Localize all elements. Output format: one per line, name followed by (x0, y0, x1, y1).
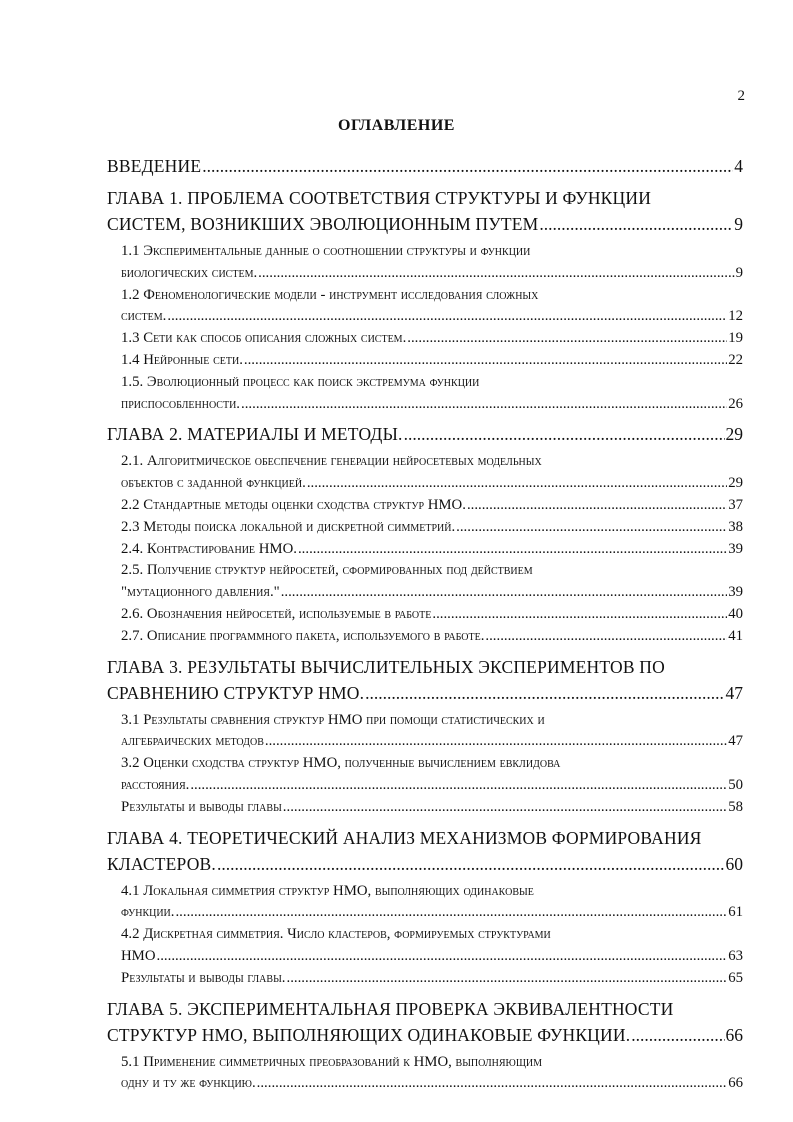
toc-entry-label: ГЛАВА 2. МАТЕРИАЛЫ И МЕТОДЫ. (107, 424, 403, 445)
toc-entry-label-line1: 4.1 Локальная симметрия структур НМО, выполняющих одинаковые (121, 882, 534, 899)
dot-leader (287, 968, 728, 990)
dot-leader (202, 153, 733, 179)
toc-page-number: 50 (728, 776, 743, 793)
toc-page-number: 29 (728, 475, 743, 492)
toc-entry-label-line2: приспособленности. (121, 395, 241, 412)
toc-entry-label-line2: одну и ту же функцию. (121, 1075, 256, 1092)
toc-entry-label: Результаты и выводы главы (121, 798, 282, 815)
toc-page-number: 39 (728, 540, 743, 557)
toc-entry-label: Результаты и выводы главы. (121, 969, 286, 986)
toc-entry-label-line1: 2.5. Получение структур нейросетей, сформированных под действием (121, 562, 533, 579)
dot-leader (307, 473, 727, 495)
toc-page-number: 60 (725, 853, 743, 874)
toc-page-number: 19 (728, 330, 743, 347)
dot-leader (485, 626, 727, 648)
toc-page-number: 9 (735, 264, 743, 281)
toc-entry-label-line2: объектов с заданной функцией. (121, 475, 306, 492)
dot-leader (432, 604, 727, 626)
toc-entry-section-4-1 (107, 881, 743, 925)
toc-page-number: 66 (725, 1024, 743, 1045)
dot-leader (281, 582, 728, 604)
dot-leader (167, 306, 727, 328)
toc-page-number: 66 (728, 1075, 743, 1092)
toc-entry-label-line1: 5.1 Применение симметричных преобразований к НМО, выполняющим (121, 1053, 543, 1070)
toc-entry-introduction (107, 153, 743, 179)
dot-leader (258, 263, 734, 285)
toc-entry-chapter-4 (107, 825, 743, 877)
toc-entry-chapter-5 (107, 996, 743, 1048)
toc-entry-section-2-5 (107, 560, 743, 604)
dot-leader (217, 851, 725, 877)
toc-entry-label-line1: 4.2 Дискретная симметрия. Число кластеров, формируемых структурами (121, 926, 551, 943)
toc-entry-chapter-2 (107, 421, 743, 447)
toc-entry-label: 2.2 Стандартные методы оценки сходства структур НМО. (121, 496, 466, 513)
toc-page-number: 40 (728, 605, 743, 622)
toc-entry-section-3-2 (107, 753, 743, 797)
dot-leader (265, 731, 727, 753)
toc-entry-chapter-3 (107, 654, 743, 706)
toc-entry-section-1-2 (107, 285, 743, 329)
toc-page-number: 47 (725, 682, 743, 703)
toc-page-number: 61 (728, 904, 743, 921)
toc-entry-label-line2: расстояния. (121, 776, 190, 793)
toc-entry-section-2-3 (107, 517, 743, 539)
toc-page-number: 65 (728, 969, 743, 986)
toc-entry-label: ВВЕДЕНИЕ (107, 156, 202, 176)
toc-page-number: 38 (728, 518, 743, 535)
toc-entry-label-line2: СРАВНЕНИЮ СТРУКТУР НМО. (107, 682, 365, 703)
toc-entry-label-line1: 3.2 Оценки сходства структур НМО, полученные вычислением евклидова (121, 755, 561, 772)
dot-leader (283, 797, 727, 819)
toc-entry-label-line1: ГЛАВА 3. РЕЗУЛЬТАТЫ ВЫЧИСЛИТЕЛЬНЫХ ЭКСПЕРИМЕНТОВ ПО (107, 656, 665, 677)
toc-entry-section-5-1 (107, 1052, 743, 1096)
toc-entry-chapter-1 (107, 185, 743, 237)
toc-entry-section-1-5 (107, 372, 743, 416)
toc-entry-label: 2.4. Контрастирование НМО. (121, 540, 297, 557)
toc-entry-section-2-4 (107, 539, 743, 561)
toc-entry-label-line2: биологических систем. (121, 264, 258, 281)
toc-page-number: 37 (728, 496, 743, 513)
dot-leader (365, 680, 724, 706)
dot-leader (175, 902, 727, 924)
toc-entry-label-line2: систем. (121, 308, 167, 325)
toc-entry-label-line1: 1.5. Эволюционный процесс как поиск экстремума функции (121, 373, 480, 390)
toc-page-number: 22 (728, 351, 743, 368)
toc-page-number: 29 (725, 424, 743, 445)
toc-entry-label-line1: ГЛАВА 4. ТЕОРЕТИЧЕСКИЙ АНАЛИЗ МЕХАНИЗМОВ ФОРМИРОВАНИЯ (107, 827, 702, 848)
toc-entry-section-3-1 (107, 710, 743, 754)
toc-page-number: 39 (728, 584, 743, 601)
dot-leader (539, 211, 733, 237)
toc-entry-label-line1: ГЛАВА 1. ПРОБЛЕМА СООТВЕТСТВИЯ СТРУКТУРЫ И ФУНКЦИИ (107, 188, 652, 208)
toc-entry-label-line1: 1.1 Экспериментальные данные о соотношении структуры и функции (121, 243, 531, 259)
toc-page-number: 63 (728, 947, 743, 964)
toc-page-number: 58 (728, 798, 743, 815)
dot-leader (631, 1022, 724, 1048)
toc-page-number: 9 (734, 214, 743, 234)
dot-leader (298, 539, 727, 561)
dot-leader (404, 421, 725, 447)
toc-entry-section-2-1 (107, 451, 743, 495)
dot-leader (241, 394, 727, 416)
toc-entry-section-3-results (107, 797, 743, 819)
dot-leader (190, 775, 727, 797)
toc-page-number: 41 (728, 627, 743, 644)
toc-entry-label-line2: СТРУКТУР НМО, ВЫПОЛНЯЮЩИХ ОДИНАКОВЫЕ ФУНКЦИИ. (107, 1024, 631, 1045)
toc-entry-label: 2.6. Обозначения нейросетей, используемые в работе (121, 605, 432, 622)
toc-entry-label: 2.7. Описание программного пакета, используемого в работе. (121, 627, 485, 644)
toc-entry-label-line1: 3.1 Результаты сравнения структур НМО при помощи статистических и (121, 711, 545, 728)
toc-page-number: 12 (728, 308, 743, 325)
toc-entry-label-line2: "мутационного давления." (121, 584, 280, 601)
toc-entry-label-line2: алгебраических методов (121, 733, 264, 750)
toc-entry-section-4-results (107, 968, 743, 990)
toc-entry-label: 2.3 Методы поиска локальной и дискретной симметрий. (121, 518, 456, 535)
toc-title: ОГЛАВЛЕНИЕ (338, 117, 455, 134)
toc-entry-label-line1: 1.2 Феноменологические модели - инструмент исследования сложных (121, 286, 539, 303)
dot-leader (244, 350, 727, 372)
toc-entry-label-line2: НМО (121, 947, 156, 964)
toc-entry-label: 1.3 Сети как способ описания сложных систем. (121, 330, 407, 347)
dot-leader (157, 946, 728, 968)
dot-leader (467, 495, 727, 517)
toc-entry-section-1-1 (107, 241, 743, 285)
table-of-contents (107, 153, 743, 1095)
toc-entry-label: 1.4 Нейронные сети. (121, 351, 243, 368)
toc-entry-label-line2: КЛАСТЕРОВ. (107, 853, 216, 874)
toc-entry-label-line1: 2.1. Алгоритмическое обеспечение генерации нейросетевых модельных (121, 453, 542, 470)
toc-page-number: 47 (728, 733, 743, 750)
toc-entry-label-line2: функции. (121, 904, 175, 921)
toc-entry-section-4-2 (107, 924, 743, 968)
toc-page-number: 4 (734, 156, 743, 176)
toc-entry-label-line2: СИСТЕМ, ВОЗНИКШИХ ЭВОЛЮЦИОННЫМ ПУТЕМ (107, 214, 539, 234)
toc-entry-section-2-7 (107, 626, 743, 648)
toc-entry-label-line1: ГЛАВА 5. ЭКСПЕРИМЕНТАЛЬНАЯ ПРОВЕРКА ЭКВИВАЛЕНТНОСТИ (107, 998, 674, 1019)
dot-leader (456, 517, 727, 539)
dot-leader (407, 328, 727, 350)
page-number: 2 (737, 88, 745, 104)
toc-entry-section-1-4 (107, 350, 743, 372)
toc-entry-section-1-3 (107, 328, 743, 350)
toc-page-number: 26 (728, 395, 743, 412)
dot-leader (257, 1073, 728, 1095)
toc-entry-section-2-6 (107, 604, 743, 626)
toc-entry-section-2-2 (107, 495, 743, 517)
